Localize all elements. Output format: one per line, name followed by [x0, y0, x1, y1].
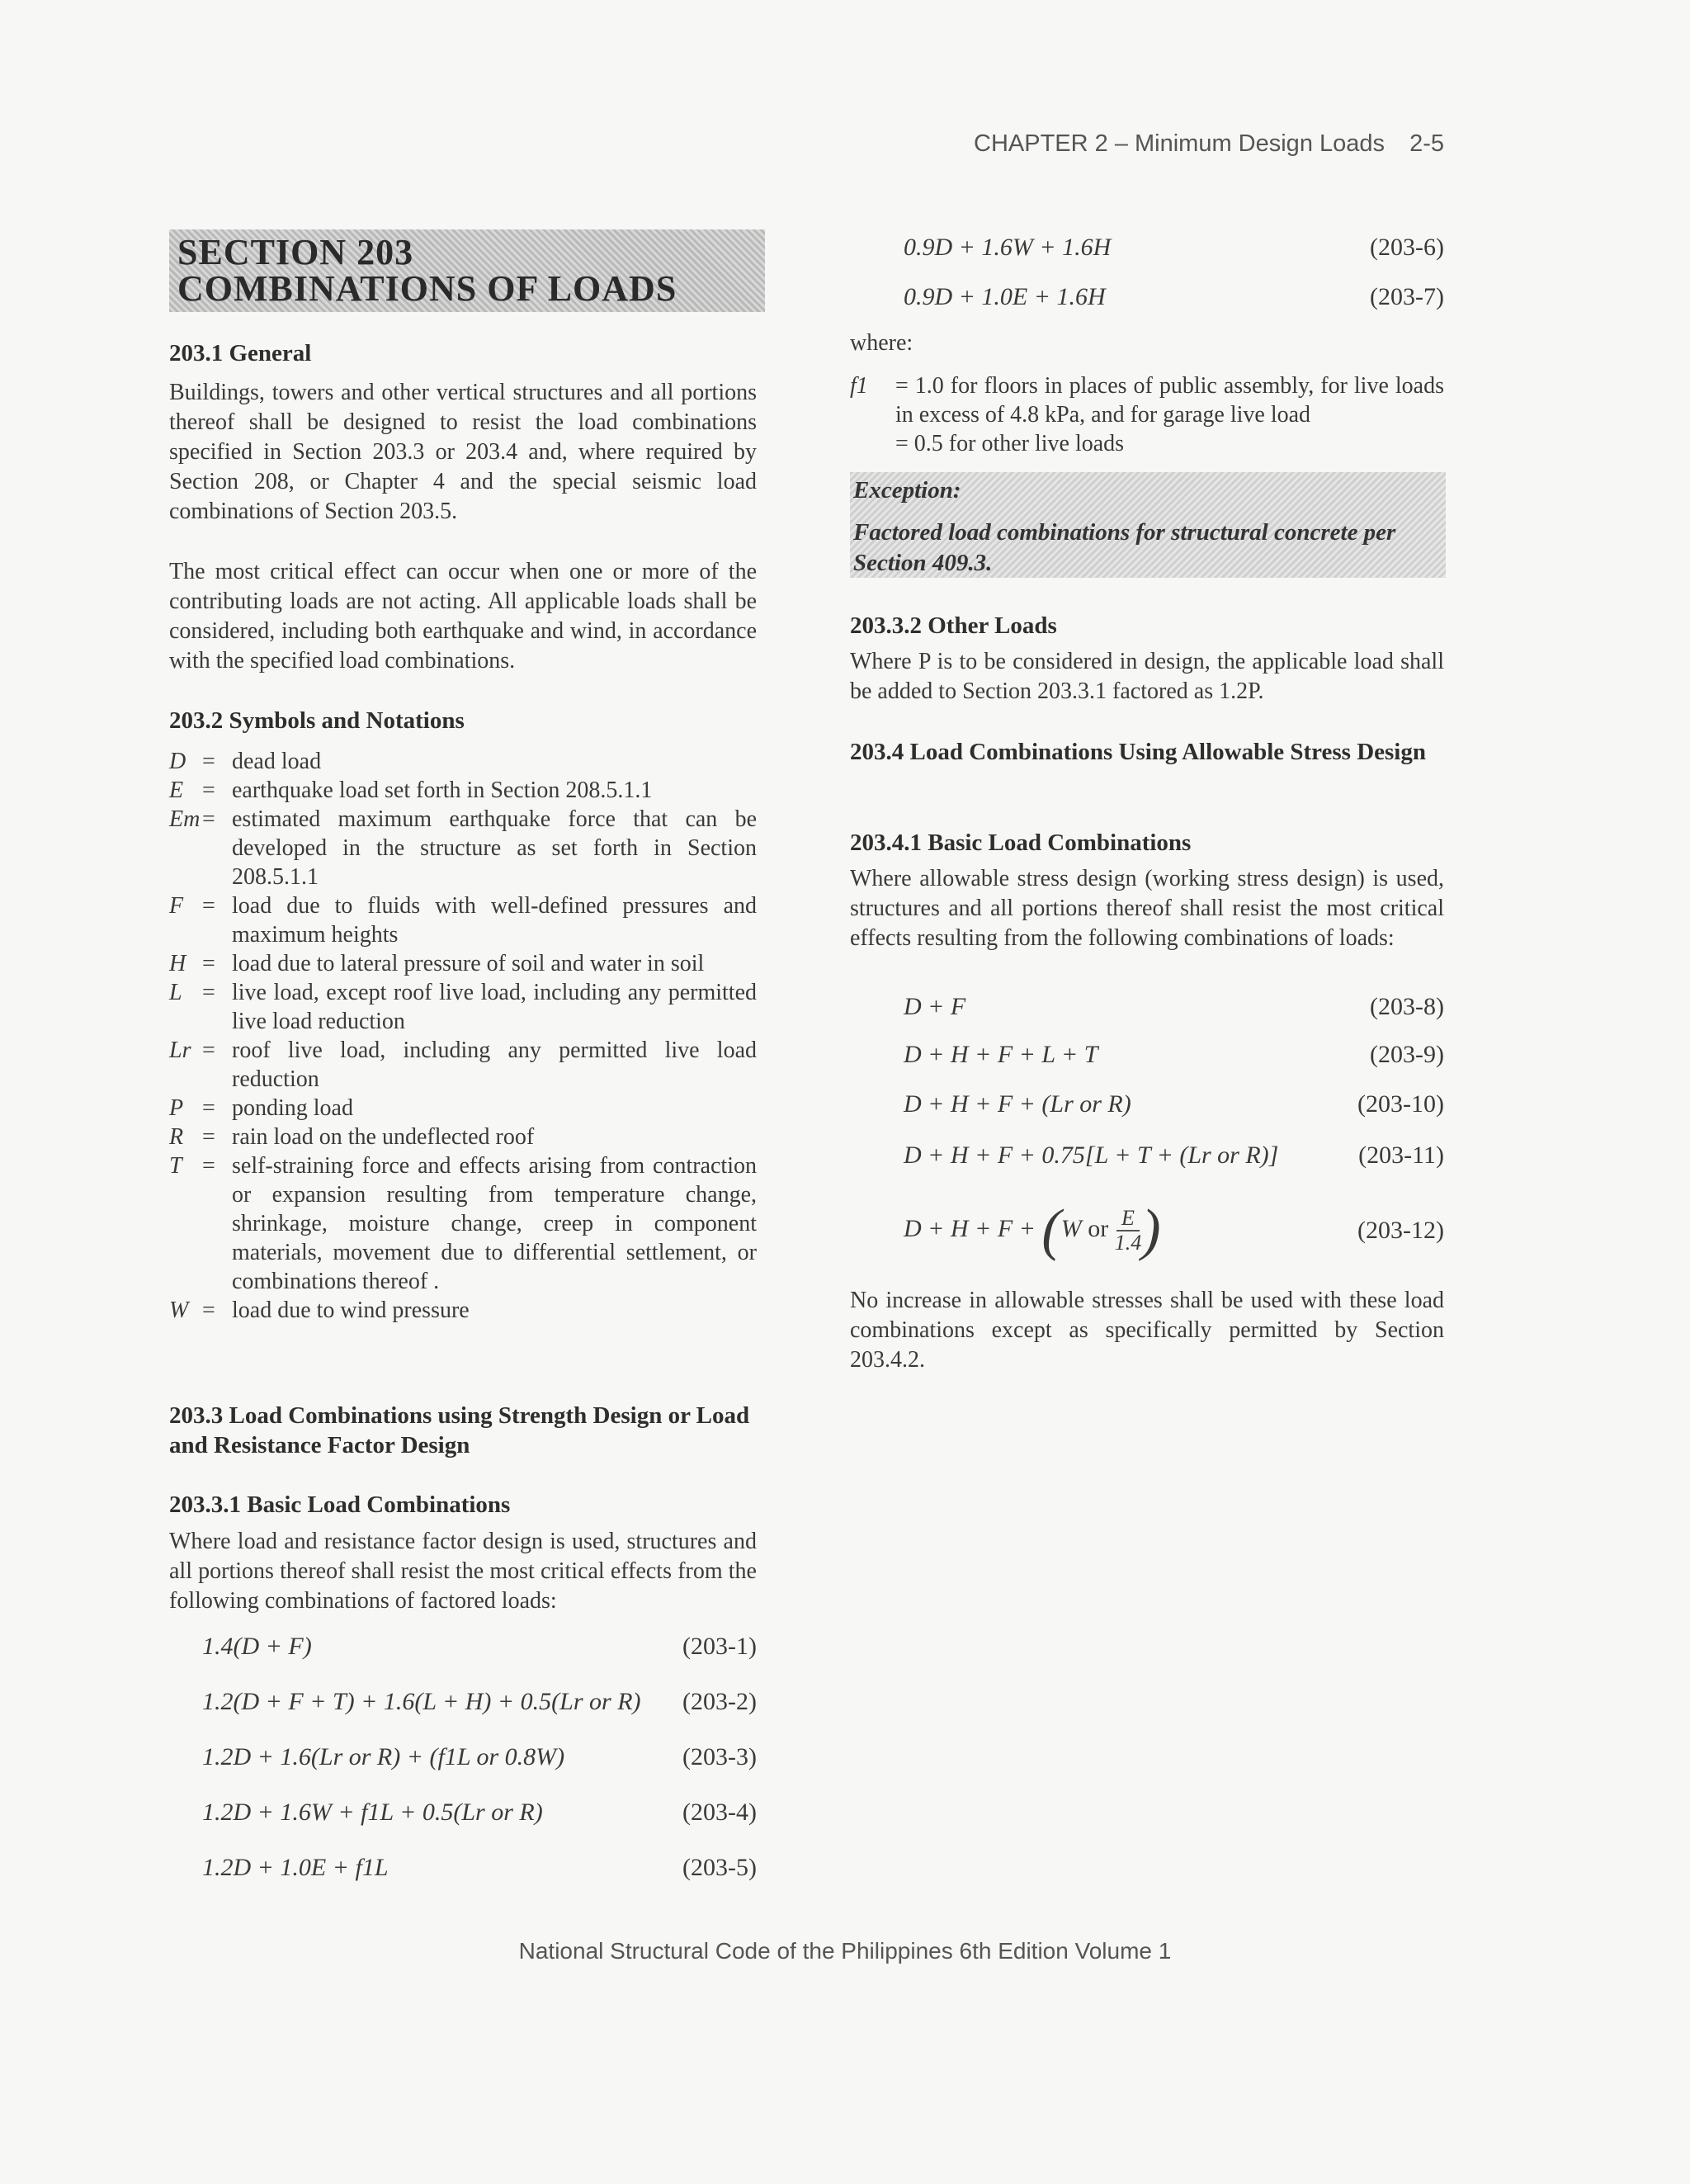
formula-row: D + H + F + 0.75[L + T + (Lr or R)] (203-11) [904, 1142, 1444, 1169]
chapter-title: CHAPTER 2 – Minimum Design Loads [974, 130, 1386, 157]
symbol-row: Lr = roof live load, including any permitted live load reduction [169, 1038, 757, 1092]
f1-definition-2: = 0.5 for other live loads [895, 431, 1125, 456]
heading-203-1: 203.1 General [169, 340, 312, 366]
heading-203-3-2: 203.3.2 Other Loads [850, 612, 1057, 639]
fraction: $\frac{E}{1.4}$ [1114, 1206, 1142, 1255]
f1-definition-1: = 1.0 for floors in places of public assembly, for live loads in excess of 4.8 kPa, and for garage live load [895, 373, 1444, 428]
symbol-row: E = earthquake load set forth in Section 208.5.1.1 [169, 778, 653, 803]
exception-box [850, 472, 1446, 578]
section-banner [169, 229, 765, 312]
heading-203-2: 203.2 Symbols and Notations [169, 707, 465, 734]
f1-symbol: f1 [850, 373, 868, 399]
heading-203-4: 203.4 Load Combinations Using Allowable Stress Design [850, 739, 1426, 765]
symbols-list [169, 747, 757, 1325]
paragraph-general-2: The most critical effect can occur when one or more of the contributing loads are not acting. All applicable loads shall be considered, including both earthquake and wind, in accordance with the specified load combinations. [169, 559, 757, 674]
heading-203-3: 203.3 Load Combinations using Strength Design or Load and Resistance Factor Design [169, 1402, 750, 1458]
exception-title: Exception: [853, 477, 961, 503]
formula-row: 0.9D + 1.6W + 1.6H (203-6) [904, 234, 1444, 261]
paragraph-allowable-stress: Where allowable stress design (working stress design) is used, structures and all portions thereof shall resist the most critical effects resulting from the following combinations of loads: [850, 866, 1444, 951]
formula-row: 1.4(D + F) (203-1) [202, 1633, 757, 1660]
page-number: 2-5 [1409, 130, 1444, 157]
page-header [974, 130, 1444, 158]
formula-row: D + F (203-8) [904, 993, 1444, 1020]
section-title: COMBINATIONS OF LOADS [177, 268, 677, 309]
formula-row: 1.2D + 1.6(Lr or R) + (f1L or 0.8W) (203-3) [202, 1743, 757, 1770]
symbol-row: R = rain load on the undeflected roof [169, 1124, 535, 1150]
page-footer: National Structural Code of the Philippines 6th Edition Volume 1 [518, 1938, 1172, 1964]
allowable-formulas [904, 990, 1444, 1268]
symbol-row: D = dead load [169, 749, 322, 774]
symbol-row: W = load due to wind pressure [169, 1298, 470, 1323]
symbol-row: F = load due to fluids with well-defined pressures and maximum heights [169, 893, 757, 948]
exception-text: Factored load combinations for structural concrete per Section 409.3. [853, 519, 1396, 576]
section-number: SECTION 203 [177, 232, 414, 272]
symbol-row: T = self-straining force and effects arising from contraction or expansion resulting from temperature change, shrinkage, moisture change, creep in component materials, movement due to differential settlement, or combinations thereof . [169, 1153, 757, 1294]
formula-row: 0.9D + 1.0E + 1.6H (203-7) [904, 283, 1444, 310]
paragraph-strength-design: Where load and resistance factor design is used, structures and all portions thereof shall resist the most critical effects from the following combinations of factored loads: [169, 1529, 757, 1614]
formula-row: D + H + F + (Lr or R) (203-10) [904, 1090, 1444, 1118]
heading-203-3-1: 203.3.1 Basic Load Combinations [169, 1491, 511, 1518]
symbol-row: P = ponding load [169, 1095, 353, 1121]
strength-formulas-cont [904, 231, 1444, 330]
formula-row: 1.2D + 1.6W + f1L + 0.5(Lr or R) (203-4) [202, 1799, 757, 1826]
paragraph-closing: No increase in allowable stresses shall be used with these load combinations except as specifically permitted by Section 203.4.2. [850, 1288, 1444, 1373]
paragraph-general-1: Buildings, towers and other vertical structures and all portions thereof shall be designed to resist the load combinations specified in Section 203.3 or 203.4 and, where required by Section 208, or Chapter 4 and the special seismic load combinations of Section 203.5. [169, 380, 757, 524]
symbol-row: H = load due to lateral pressure of soil and water in soil [169, 951, 705, 976]
paragraph-other-loads: Where P is to be considered in design, the applicable load shall be added to Section 203.3.1 factored as 1.2P. [850, 649, 1444, 704]
symbol-row: L = live load, except roof live load, including any permitted live load reduction [169, 980, 757, 1034]
formula-row: D + H + F + L + T (203-9) [904, 1041, 1444, 1068]
strength-formulas [202, 1630, 757, 1907]
formula-row: 1.2D + 1.0E + f1L (203-5) [202, 1854, 757, 1881]
formula-row: 1.2(D + F + T) + 1.6(L + H) + 0.5(Lr or R) (203-2) [202, 1688, 757, 1715]
f1-definition [850, 371, 1444, 458]
heading-203-4-1: 203.4.1 Basic Load Combinations [850, 830, 1192, 856]
symbol-row: Em = estimated maximum earthquake force that can be developed in the structure as set forth in Section 208.5.1.1 [169, 806, 757, 890]
formula-row-203-12: D + H + F + (W or $\frac{E}{1.4}$ ) (203-12) [904, 1198, 1444, 1262]
where-label: where: [850, 330, 913, 356]
